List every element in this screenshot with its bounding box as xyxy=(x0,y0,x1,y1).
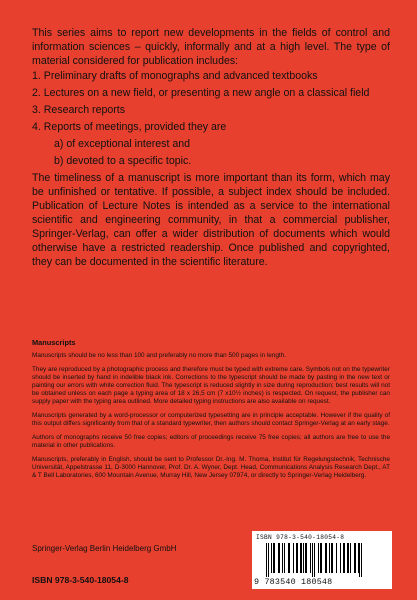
material-item: 2. Lectures on a new field, or presenting a new angle on a classical field xyxy=(32,87,370,99)
manuscripts-paragraph: Manuscripts, preferably in English, should be sent to Professor Dr.-Ing. M. Thoma, Institut für Regelungstechnik, Technische Universität, Appelstrasse 11, D-3000 Hannover, Prof. Dr. A. Wyner, Dept. Head, Communications Analysis Research Dept., AT & T Bell Laboratories, 600 Mountain Avenue, Murray Hill, New Jersey 07974, or directly to Springer-Verlag Heidelberg. xyxy=(32,456,390,479)
material-item: 4. Reports of meetings, provided they are xyxy=(32,121,227,133)
meeting-subitem: b) devoted to a specific topic. xyxy=(54,155,192,167)
series-description xyxy=(32,26,390,269)
manuscripts-heading: Manuscripts xyxy=(32,338,76,347)
barcode-digits: 9 783540 180548 xyxy=(254,577,333,587)
material-item: 1. Preliminary drafts of monographs and advanced textbooks xyxy=(32,70,318,82)
barcode-isbn-text: ISBN 978-3-540-18054-8 xyxy=(256,534,345,541)
material-item: 3. Research reports xyxy=(32,104,126,116)
manuscripts-paragraph: Manuscripts should be no less than 100 and preferably no more than 500 pages in length. xyxy=(32,352,287,359)
manuscripts-paragraph: Manuscripts generated by a word-processor or computerized typesetting are in principle acceptable. However if the quality of this output differs significantly from that of a standard typewriter, then authors should contact Springer-Verlag at an early stage. xyxy=(32,412,390,427)
material-list xyxy=(32,69,390,134)
meeting-subitem: a) of exceptional interest and xyxy=(54,138,191,150)
manuscripts-paragraph: Authors of monographs receive 50 free copies; editors of proceedings receive 75 free copies; all authors are free to use the material in other publications. xyxy=(32,434,390,449)
intro-closing: The timeliness of a manuscript is more important than its form, which may be unfinished or tentative. If possible, a subject index should be included. Publication of Lecture Notes is intended as a service to the international scientific and engineering community, in that a commercial publisher, Springer-Verlag, can offer a wider distribution of documents which would otherwise have a restricted readership. Once published and copyrighted, they can be documented in the scientific literature. xyxy=(32,172,390,268)
publisher-name: Springer-Verlag Berlin Heidelberg GmbH xyxy=(32,544,177,553)
isbn-label: ISBN 978-3-540-18054-8 xyxy=(32,575,129,585)
manuscripts-paragraph: They are reproduced by a photographic process and therefore must be typed with extreme care. Symbols not on the typewriter should be inserted by hand in indelible black ink. Corrections to the typescript should be made by pasting in the new text or painting our errors with white correction fluid. The typescript is reduced slightly in size during reproduction; best results will not be obtained unless on each page a typing area of 18 x 26,5 cm (7 x10½ inches) is respected. On request, the publisher can supply paper with the typing area outlined. More detailed typing instructions are also available on request. xyxy=(32,366,390,405)
meeting-subitems xyxy=(54,137,390,168)
manuscripts-section xyxy=(32,339,390,480)
barcode xyxy=(252,531,392,589)
barcode-bars xyxy=(256,543,388,577)
intro-lead: This series aims to report new developments in the fields of control and information sciences – quickly, informally and at a high level. The type of material considered for publication includes: xyxy=(32,27,390,67)
